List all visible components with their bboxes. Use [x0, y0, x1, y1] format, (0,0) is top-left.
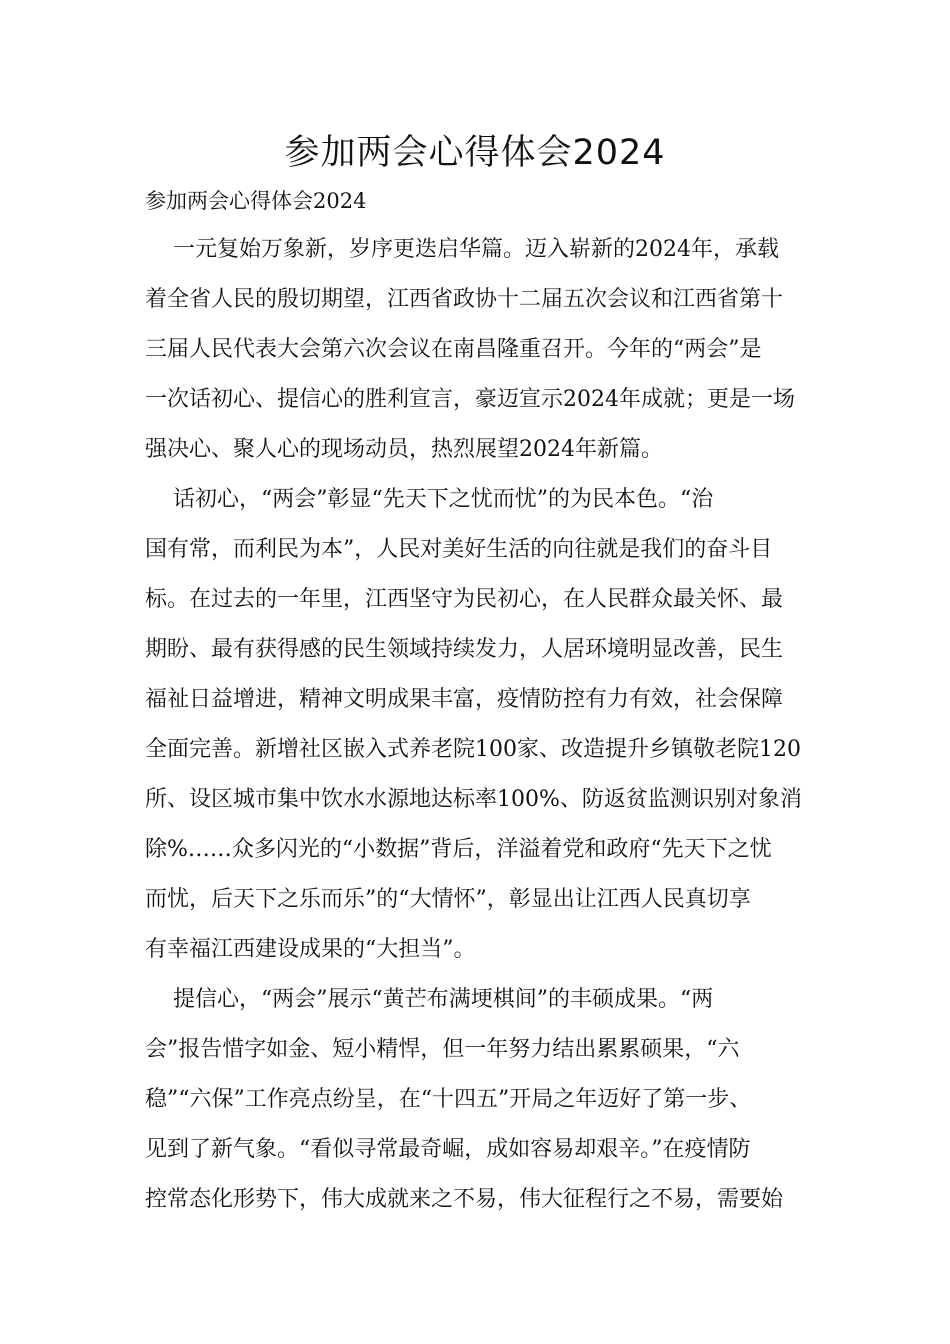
paragraph-1-line-2: 着全省人民的殷切期望，江西省政协十二届五次会议和江西省第十	[145, 287, 784, 312]
paragraph-1-line-4: 一次话初心、提信心的胜利宣言，豪迈宣示2024年成就；更是一场	[145, 387, 795, 412]
paragraph-3-line-5: 控常态化形势下，伟大成就来之不易，伟大征程行之不易，需要始	[145, 1187, 784, 1212]
paragraph-1-line-5: 强决心、聚人心的现场动员，热烈展望2024年新篇。	[145, 437, 663, 462]
paragraph-2-line-8: 除%……众多闪光的“小数据”背后，洋溢着党和政府“先天下之忧	[145, 837, 772, 862]
paragraph-2-line-5: 福祉日益增进，精神文明成果丰富，疫情防控有力有效，社会保障	[145, 687, 784, 712]
paragraph-3-line-4: 见到了新气象。“看似寻常最奇崛，成如容易却艰辛。”在疫情防	[145, 1137, 751, 1162]
paragraph-2-line-7: 所、设区城市集中饮水水源地达标率100%、防返贫监测识别对象消	[145, 787, 802, 812]
paragraph-2-line-3: 标。在过去的一年里，江西坚守为民初心，在人民群众最关怀、最	[145, 587, 784, 612]
paragraph-3-line-1: 提信心，“两会”展示“黄芒布满埂棋间”的丰硕成果。“两	[145, 987, 714, 1012]
paragraph-2-line-4: 期盼、最有获得感的民生领域持续发力，人居环境明显改善，民生	[145, 637, 784, 662]
paragraph-2-line-1: 话初心，“两会”彰显“先天下之忧而忧”的为民本色。“治	[145, 487, 714, 512]
paragraph-2-line-10: 有幸福江西建设成果的“大担当”。	[145, 937, 476, 962]
paragraph-2-line-9: 而忧，后天下之乐而乐”的“大情怀”，彰显出让江西人民真切享	[145, 887, 751, 912]
paragraph-2-line-2: 国有常，而利民为本”，人民对美好生活的向往就是我们的奋斗目	[145, 537, 773, 562]
document-subtitle: 参加两会心得体会2024	[145, 189, 367, 213]
document-title: 参加两会心得体会2024	[284, 133, 666, 173]
paragraph-1-line-1: 一元复始万象新，岁序更迭启华篇。迈入崭新的2024年，承载	[145, 237, 779, 262]
paragraph-2-line-6: 全面完善。新增社区嵌入式养老院100家、改造提升乡镇敬老院120	[145, 737, 801, 762]
paragraph-1-line-3: 三届人民代表大会第六次会议在南昌隆重召开。今年的“两会”是	[145, 337, 762, 362]
paragraph-3-line-2: 会”报告惜字如金、短小精悍，但一年努力结出累累硕果，“六	[145, 1037, 740, 1062]
paragraph-3-line-3: 稳”“六保”工作亮点纷呈，在“十四五”开局之年迈好了第一步、	[145, 1087, 752, 1112]
